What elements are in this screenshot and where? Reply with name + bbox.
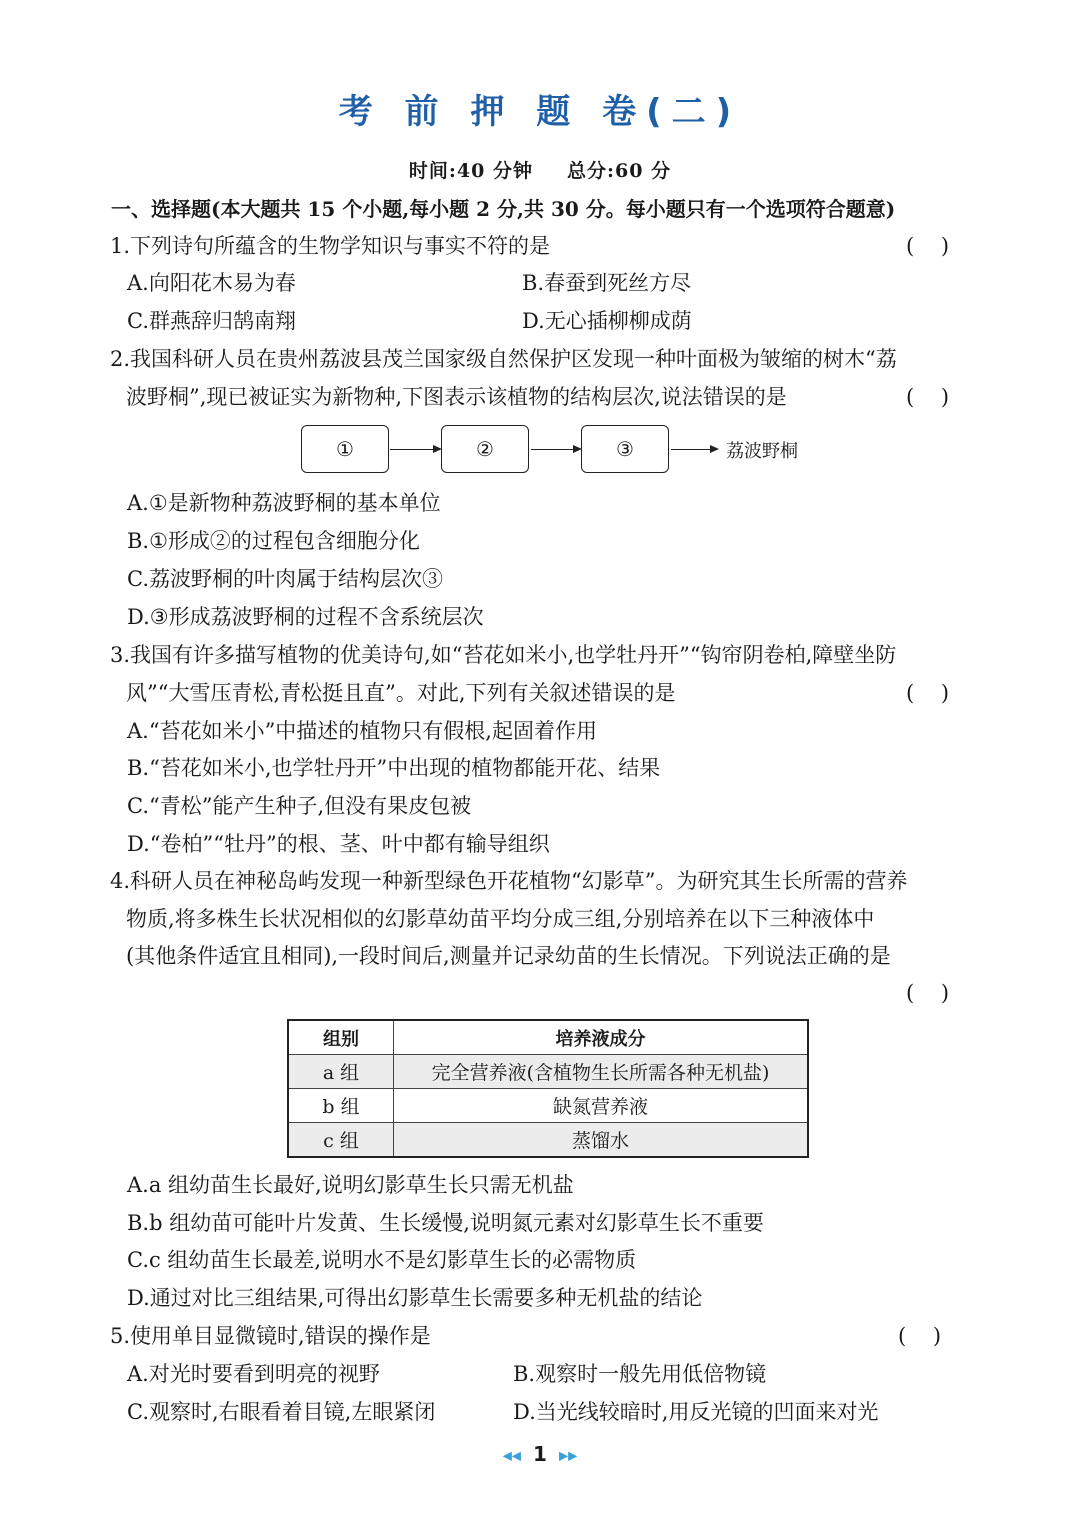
table-row xyxy=(288,1123,808,1158)
q3-stem-line1: 3.我国有许多描写植物的优美诗句,如“苔花如米小,也学牡丹开”“钩帘阴卷柏,障壁坐防 xyxy=(110,643,897,667)
q5-option-d: D.当光线较暗时,用反光镜的凹面来对光 xyxy=(513,1400,879,1424)
nutrient-table xyxy=(287,1019,809,1158)
table-row xyxy=(288,1055,808,1089)
q4-answer-paren: ( ) xyxy=(906,981,950,1005)
diagram-box-2: ② xyxy=(441,425,529,473)
q5-option-c: C.观察时,右眼看着目镜,左眼紧闭 xyxy=(127,1400,436,1424)
table-cell-solution: 蒸馏水 xyxy=(394,1123,809,1158)
diagram-arrow-3 xyxy=(671,449,717,450)
q2-option-c: C.荔波野桐的叶肉属于结构层次③ xyxy=(127,567,443,591)
diagram-box-3: ③ xyxy=(581,425,669,473)
q5-option-a: A.对光时要看到明亮的视野 xyxy=(127,1362,380,1386)
q5-stem: 5.使用单目显微镜时,错误的操作是 xyxy=(110,1324,431,1348)
q4-stem-line3: (其他条件适宜且相同),一段时间后,测量并记录幼苗的生长情况。下列说法正确的是 xyxy=(126,944,891,968)
table-cell-group: a 组 xyxy=(288,1055,394,1089)
diagram-arrow-2 xyxy=(531,449,580,450)
q3-option-c: C.“青松”能产生种子,但没有果皮包被 xyxy=(127,794,472,818)
section-heading: 一、选择题(本大题共 15 个小题,每小题 2 分,共 30 分。每小题只有一个选项符合题意) xyxy=(111,197,896,221)
q2-stem-line1: 2.我国科研人员在贵州荔波县茂兰国家级自然保护区发现一种叶面极为皱缩的树木“荔 xyxy=(110,347,897,371)
q1-option-b: B.春蚕到死丝方尽 xyxy=(522,271,692,295)
page-footer xyxy=(0,1442,1080,1466)
q1-answer-paren: ( ) xyxy=(906,234,950,258)
table-header-solution: 培养液成分 xyxy=(394,1020,809,1055)
prev-page-icon[interactable]: ◀◀ xyxy=(502,1448,522,1463)
diagram-arrow-1 xyxy=(390,449,440,450)
q3-option-a: A.“苔花如米小”中描述的植物只有假根,起固着作用 xyxy=(127,719,597,743)
q4-stem-line1: 4.科研人员在神秘岛屿发现一种新型绿色开花植物“幻影草”。为研究其生长所需的营养 xyxy=(110,869,908,893)
q3-option-b: B.“苔花如米小,也学牡丹开”中出现的植物都能开花、结果 xyxy=(127,756,661,780)
table-cell-group: c 组 xyxy=(288,1123,394,1158)
q1-option-a: A.向阳花木易为春 xyxy=(127,271,296,295)
table-cell-solution: 完全营养液(含植物生长所需各种无机盐) xyxy=(394,1055,809,1089)
q4-option-a: A.a 组幼苗生长最好,说明幻影草生长只需无机盐 xyxy=(127,1173,574,1197)
q4-option-c: C.c 组幼苗生长最差,说明水不是幻影草生长的必需物质 xyxy=(127,1248,637,1272)
q2-stem-line2: 波野桐”,现已被证实为新物种,下图表示该植物的结构层次,说法错误的是 xyxy=(126,385,787,409)
total-score: 总分:60 分 xyxy=(567,160,672,182)
q3-answer-paren: ( ) xyxy=(906,681,950,705)
table-header-group: 组别 xyxy=(288,1020,394,1055)
q3-stem-line2: 风”“大雪压青松,青松挺且直”。对此,下列有关叙述错误的是 xyxy=(126,681,676,705)
q1-option-c: C.群燕辞归鹄南翔 xyxy=(127,309,296,333)
table-row xyxy=(288,1089,808,1123)
diagram-box-1: ① xyxy=(301,425,389,473)
page-title: 考 前 押 题 卷(二) xyxy=(338,92,742,132)
q4-option-b: B.b 组幼苗可能叶片发黄、生长缓慢,说明氮元素对幻影草生长不重要 xyxy=(127,1211,764,1235)
exam-meta xyxy=(0,156,1080,183)
q2-option-b: B.①形成②的过程包含细胞分化 xyxy=(127,529,420,553)
page-number: 1 xyxy=(533,1442,547,1466)
q2-option-a: A.①是新物种荔波野桐的基本单位 xyxy=(127,491,441,515)
q3-option-d: D.“卷柏”“牡丹”的根、茎、叶中都有输导组织 xyxy=(127,832,550,856)
diagram-end-label: 荔波野桐 xyxy=(726,441,798,462)
q4-stem-line2: 物质,将多株生长状况相似的幻影草幼苗平均分成三组,分别培养在以下三种液体中 xyxy=(126,907,875,931)
q2-option-d: D.③形成荔波野桐的过程不含系统层次 xyxy=(127,605,484,629)
q1-stem: 1.下列诗句所蕴含的生物学知识与事实不符的是 xyxy=(110,234,551,258)
table-cell-solution: 缺氮营养液 xyxy=(394,1089,809,1123)
table-header-row xyxy=(288,1020,808,1055)
q1-option-d: D.无心插柳柳成荫 xyxy=(522,309,692,333)
q4-option-d: D.通过对比三组结果,可得出幻影草生长需要多种无机盐的结论 xyxy=(127,1286,703,1310)
q5-answer-paren: ( ) xyxy=(898,1324,942,1348)
time-limit: 时间:40 分钟 xyxy=(408,160,533,182)
q2-answer-paren: ( ) xyxy=(906,385,950,409)
q5-option-b: B.观察时一般先用低倍物镜 xyxy=(513,1362,767,1386)
next-page-icon[interactable]: ▶▶ xyxy=(558,1448,578,1463)
table-cell-group: b 组 xyxy=(288,1089,394,1123)
